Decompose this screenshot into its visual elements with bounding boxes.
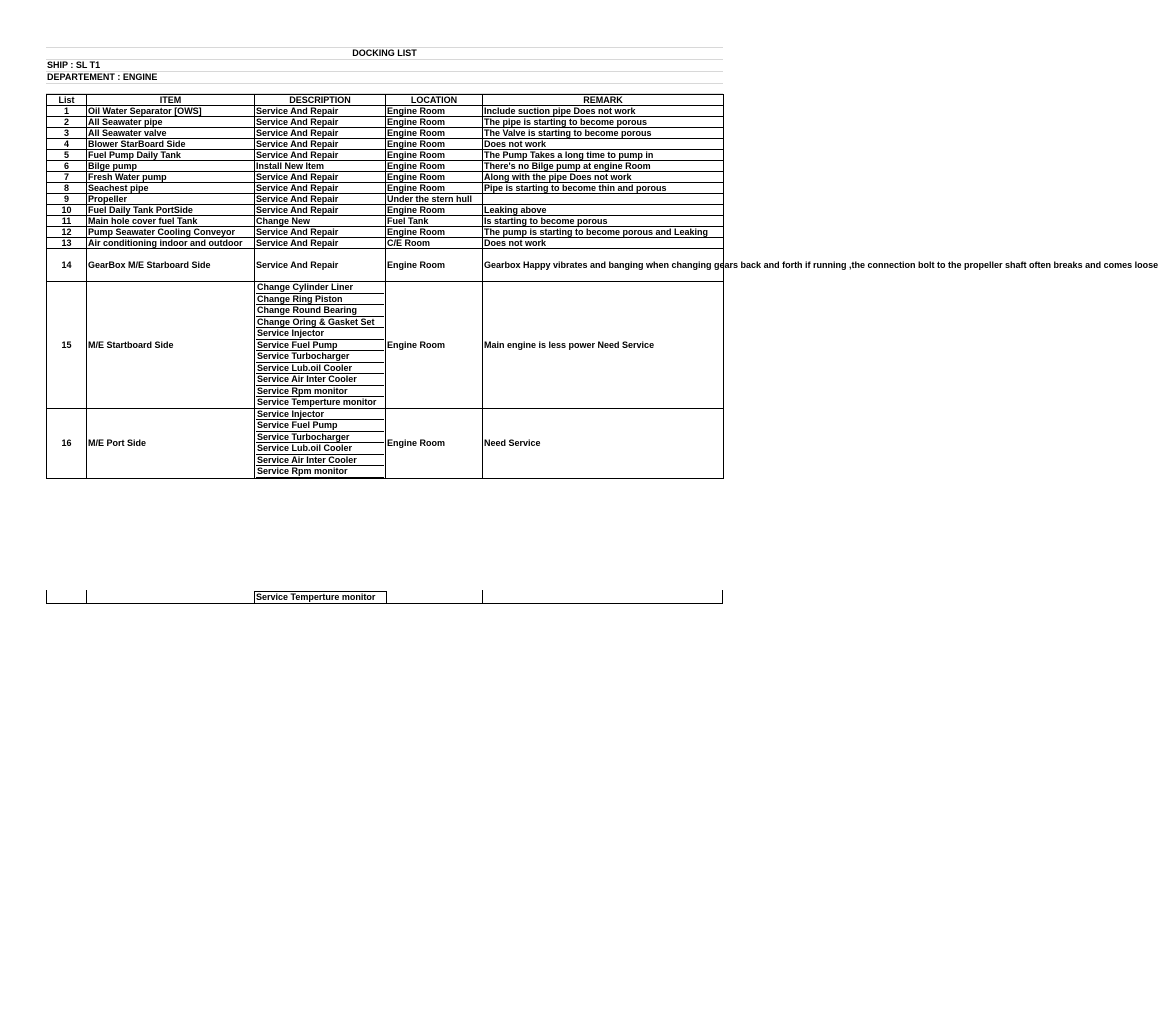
row-remark: Leaking above	[483, 205, 724, 216]
table-row-me-starboard	[47, 282, 724, 409]
row-item: Fuel Daily Tank PortSide	[87, 205, 255, 216]
row-remark: The pipe is starting to become porous	[483, 117, 724, 128]
table-row	[47, 194, 724, 205]
row-number: 3	[47, 128, 87, 139]
row-description-tasks	[255, 282, 386, 409]
row-number: 11	[47, 216, 87, 227]
row-location: Engine Room	[386, 227, 483, 238]
grid-line	[46, 603, 723, 604]
row-number: 5	[47, 150, 87, 161]
spacer-row	[46, 84, 723, 94]
row-number: 16	[47, 408, 87, 478]
task-item: Service Rpm monitor	[256, 466, 384, 478]
task-item: Service Fuel Pump	[256, 420, 384, 432]
row-number: 9	[47, 194, 87, 205]
table-row	[47, 139, 724, 150]
table-row	[47, 238, 724, 249]
department-label: DEPARTEMENT : ENGINE	[46, 72, 723, 84]
row-item: All Seawater pipe	[87, 117, 255, 128]
row-remark: The Valve is starting to become porous	[483, 128, 724, 139]
row-location: Engine Room	[386, 106, 483, 117]
row-description: Service And Repair	[255, 249, 386, 282]
row-number: 12	[47, 227, 87, 238]
row-location: Engine Room	[386, 128, 483, 139]
col-header-remark: REMARK	[483, 95, 724, 106]
task-item: Change Round Bearing	[256, 305, 384, 317]
col-header-list: List	[47, 95, 87, 106]
table-row	[47, 205, 724, 216]
row-remark: The pump is starting to become porous and Leaking	[483, 227, 724, 238]
row-number: 8	[47, 183, 87, 194]
row-location: Engine Room	[386, 150, 483, 161]
table-row	[47, 128, 724, 139]
task-item: Service Injector	[256, 409, 384, 421]
row-remark: Main engine is less power Need Service	[483, 282, 724, 409]
row-remark: Does not work	[483, 139, 724, 150]
row-remark: Along with the pipe Does not work	[483, 172, 724, 183]
row-location: Under the stern hull	[386, 194, 483, 205]
table-row	[47, 117, 724, 128]
row-location: Engine Room	[386, 249, 483, 282]
row-location: Fuel Tank	[386, 216, 483, 227]
row-item: All Seawater valve	[87, 128, 255, 139]
row-item: Seachest pipe	[87, 183, 255, 194]
task-item: Service Lub.oil Cooler	[256, 363, 384, 375]
table-row	[47, 183, 724, 194]
row-remark	[483, 194, 724, 205]
table-tail-fragment	[46, 590, 723, 604]
table-body	[47, 106, 1158, 479]
table-row	[47, 216, 724, 227]
row-description: Service And Repair	[255, 117, 386, 128]
row-location: Engine Room	[386, 408, 483, 478]
task-item: Service Air Inter Cooler	[256, 455, 384, 467]
table-row	[47, 227, 724, 238]
row-description: Service And Repair	[255, 128, 386, 139]
row-item: Pump Seawater Cooling Conveyor	[87, 227, 255, 238]
table-row-me-port	[47, 408, 724, 478]
row-location: Engine Room	[386, 205, 483, 216]
row-item: Blower StarBoard Side	[87, 139, 255, 150]
row-location: Engine Room	[386, 183, 483, 194]
task-item: Service Turbocharger	[256, 432, 384, 444]
row-description: Service And Repair	[255, 139, 386, 150]
ship-label: SHIP : SL T1	[46, 60, 723, 72]
row-item: M/E Port Side	[87, 408, 255, 478]
row-number: 4	[47, 139, 87, 150]
row-item: M/E Startboard Side	[87, 282, 255, 409]
row-description: Change New	[255, 216, 386, 227]
row-number: 2	[47, 117, 87, 128]
row-description: Service And Repair	[255, 194, 386, 205]
row-description: Service And Repair	[255, 238, 386, 249]
row-item: Propeller	[87, 194, 255, 205]
row-item: GearBox M/E Starboard Side	[87, 249, 255, 282]
row-description: Service And Repair	[255, 150, 386, 161]
task-item: Service Fuel Pump	[256, 340, 384, 352]
row-number: 14	[47, 249, 87, 282]
sheet-title: DOCKING LIST	[46, 47, 723, 60]
row-remark: Does not work	[483, 238, 724, 249]
table-header-row	[47, 95, 724, 106]
row-number: 10	[47, 205, 87, 216]
row-remark: There's no Bilge pump at engine Room	[483, 161, 724, 172]
row-remark: Gearbox Happy vibrates and banging when changing gears back and forth if running ,the connection bolt to the propeller shaft often breaks and comes loose	[483, 249, 724, 282]
row-number: 13	[47, 238, 87, 249]
row-location: Engine Room	[386, 139, 483, 150]
row-number: 1	[47, 106, 87, 117]
docking-list-sheet	[46, 47, 1158, 488]
row-location: Engine Room	[386, 117, 483, 128]
row-number: 15	[47, 282, 87, 409]
task-item: Service Lub.oil Cooler	[256, 443, 384, 455]
grid-line	[46, 590, 47, 604]
grid-line	[722, 590, 723, 604]
row-item: Fresh Water pump	[87, 172, 255, 183]
grid-line	[482, 590, 483, 604]
row-description: Service And Repair	[255, 172, 386, 183]
row-item: Bilge pump	[87, 161, 255, 172]
row-remark: The Pump Takes a long time to pump in	[483, 150, 724, 161]
row-item: Oil Water Separator [OWS]	[87, 106, 255, 117]
table-row	[47, 150, 724, 161]
grid-line	[86, 590, 87, 604]
col-header-location: LOCATION	[386, 95, 483, 106]
row-location: C/E Room	[386, 238, 483, 249]
col-header-item: ITEM	[87, 95, 255, 106]
row-description: Service And Repair	[255, 205, 386, 216]
row-item: Air conditioning indoor and outdoor	[87, 238, 255, 249]
row-description: Install New Item	[255, 161, 386, 172]
task-item: Service Injector	[256, 328, 384, 340]
row-item: Fuel Pump Daily Tank	[87, 150, 255, 161]
row-number: 6	[47, 161, 87, 172]
row-location: Engine Room	[386, 282, 483, 409]
row-description-tasks	[255, 408, 386, 478]
table-row-gearbox	[47, 249, 724, 282]
col-header-description: DESCRIPTION	[255, 95, 386, 106]
row-location: Engine Room	[386, 172, 483, 183]
table-row	[47, 172, 724, 183]
row-remark: Need Service	[483, 408, 724, 478]
task-item: Service Temperture monitor	[254, 591, 387, 604]
row-remark: Is starting to become porous	[483, 216, 724, 227]
table-row	[47, 161, 724, 172]
task-item: Service Rpm monitor	[256, 386, 384, 398]
task-item: Service Turbocharger	[256, 351, 384, 363]
table-row	[47, 106, 724, 117]
docking-table	[46, 94, 1158, 479]
row-remark: Pipe is starting to become thin and porous	[483, 183, 724, 194]
task-item: Service Temperture monitor	[257, 397, 377, 407]
row-description: Service And Repair	[255, 106, 386, 117]
row-description: Service And Repair	[255, 183, 386, 194]
task-item: Change Cylinder Liner	[256, 282, 384, 294]
task-item: Service Air Inter Cooler	[256, 374, 384, 386]
row-location: Engine Room	[386, 161, 483, 172]
row-item: Main hole cover fuel Tank	[87, 216, 255, 227]
row-remark: Include suction pipe Does not work	[483, 106, 724, 117]
row-description: Service And Repair	[255, 227, 386, 238]
task-item: Change Ring Piston	[256, 294, 384, 306]
row-number: 7	[47, 172, 87, 183]
task-item: Change Oring & Gasket Set	[256, 317, 384, 329]
